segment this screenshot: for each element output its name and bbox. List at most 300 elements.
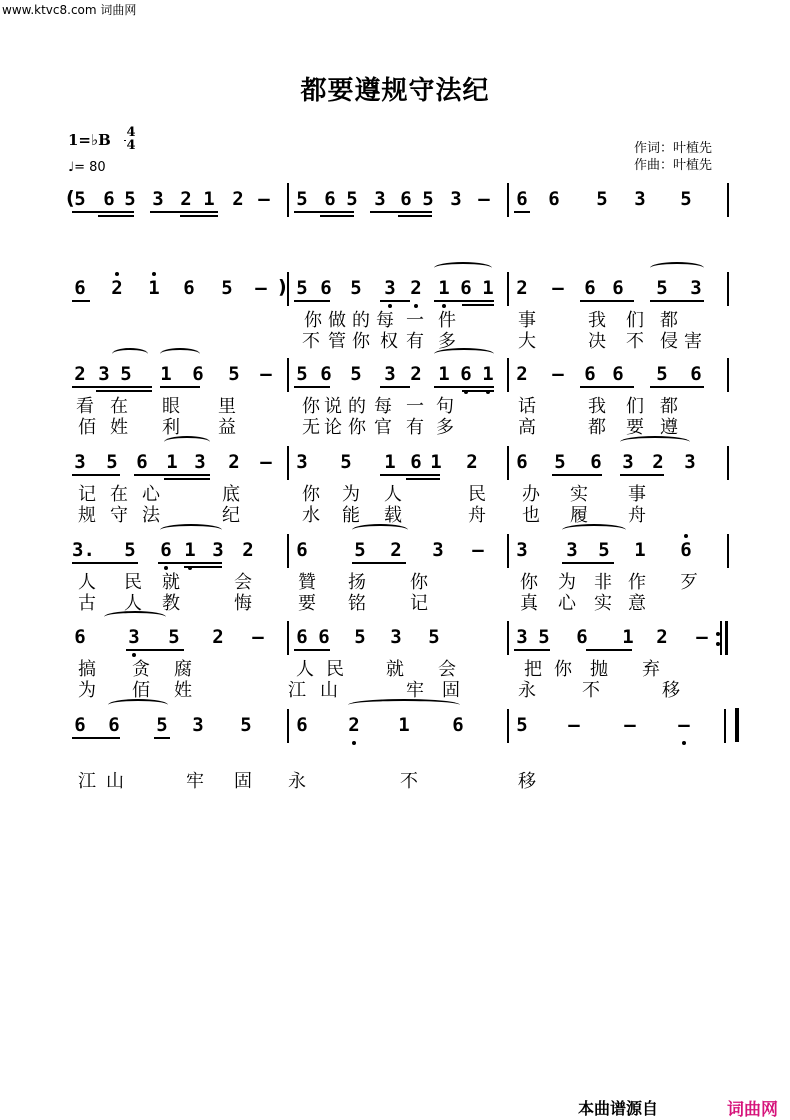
note: – (678, 714, 690, 736)
lyric-verse-1: 牢 (186, 771, 204, 792)
note: – (472, 539, 484, 561)
note: 2 (348, 714, 360, 736)
lyric-verse-2: 多 (438, 331, 456, 352)
note: 5 (74, 188, 86, 210)
note: 3 (374, 188, 386, 210)
beam-line (126, 649, 184, 651)
beam-line (72, 386, 152, 388)
bar-line (507, 358, 509, 392)
lyric-verse-2: 山 (320, 680, 338, 701)
note: 6 (690, 363, 702, 385)
slur (434, 262, 492, 274)
note: 3 (390, 626, 402, 648)
lyric-verse-2: 纪 (222, 505, 240, 526)
lyric-verse-1: 扬 (348, 572, 366, 593)
note: 6 (74, 277, 86, 299)
lyric-verse-1: 就 (386, 659, 404, 680)
slur (164, 436, 210, 448)
footer-source: 本曲谱源自 (577, 1099, 658, 1118)
note: 1 (622, 626, 634, 648)
note: 5 (156, 714, 168, 736)
lyric-verse-1: 你 (410, 572, 428, 593)
note: 1 (438, 277, 450, 299)
note: 3 (450, 188, 462, 210)
octave-dot-below (682, 741, 686, 745)
note: 3 (98, 363, 110, 385)
lyric-verse-2: 姓 (174, 680, 192, 701)
note: 2 (74, 363, 86, 385)
note: 5 (680, 188, 692, 210)
beam-line (406, 478, 440, 480)
note: 6 (576, 626, 588, 648)
beam-line (294, 300, 330, 302)
note: 1 (160, 363, 172, 385)
slur (112, 348, 148, 360)
lyric-verse-1: 记 (78, 484, 96, 505)
lyric-verse-2: 载 (384, 505, 402, 526)
slur (620, 436, 690, 448)
note: 5 (554, 451, 566, 473)
lyric-verse-1: 人 (384, 484, 402, 505)
lyric-verse-1: 一 (406, 310, 424, 331)
slur (160, 348, 200, 360)
lyric-verse-2: 意 (628, 593, 646, 614)
octave-dot-above (115, 272, 119, 276)
lyric-verse-2: 益 (218, 417, 236, 438)
lyric-verse-2: 古 (78, 593, 96, 614)
lyric-verse-2: 你 (348, 417, 366, 438)
song-title: 都要遵规守法纪 (300, 76, 490, 106)
lyric-verse-1: 里 (218, 396, 236, 417)
site-watermark[interactable]: www.ktvc8.com 词曲网 (2, 3, 137, 17)
lyric-verse-2: 铭 (348, 593, 366, 614)
lyric-verse-2: 有 (406, 417, 424, 438)
lyric-verse-1: 眼 (162, 396, 180, 417)
lyric-verse-2: 多 (436, 417, 454, 438)
lyric-verse-2: 管 (328, 331, 346, 352)
slur (434, 348, 494, 360)
octave-dot-above (684, 534, 688, 538)
lyric-verse-2: 有 (406, 331, 424, 352)
beam-line (184, 566, 222, 568)
note: 6 (410, 451, 422, 473)
beam-line (462, 390, 494, 392)
lyric-verse-1: 不 (400, 771, 418, 792)
note: – (260, 451, 272, 473)
note: 6 (680, 539, 692, 561)
note: 2 (242, 539, 254, 561)
lyric-verse-1: 人 (78, 572, 96, 593)
lyric-verse-1: 底 (222, 484, 240, 505)
note: 5 (228, 363, 240, 385)
bar-line (287, 358, 289, 392)
note: 2 (111, 277, 123, 299)
note: 2 (212, 626, 224, 648)
note: 6 (296, 714, 308, 736)
lyric-verse-2: 佰 (78, 417, 96, 438)
beam-line (380, 300, 410, 302)
note: 5 (354, 626, 366, 648)
note: 6 (460, 363, 472, 385)
lyric-verse-1: 为 (558, 572, 576, 593)
note: 1 (398, 714, 410, 736)
note: 1 (482, 277, 494, 299)
time-bar (124, 140, 126, 141)
lyric-verse-2: 论 (324, 417, 342, 438)
lyric-verse-1: 你 (302, 396, 320, 417)
note: 6 (460, 277, 472, 299)
lyric-verse-1: 把 (524, 659, 542, 680)
note: 3 (622, 451, 634, 473)
note: 6 (183, 277, 195, 299)
bar-line (727, 534, 729, 568)
lyric-verse-1: 你 (302, 484, 320, 505)
lyric-verse-1: 江 (78, 771, 96, 792)
lyric-verse-2: 守 (110, 505, 128, 526)
note: 5 (168, 626, 180, 648)
lyric-verse-2: 不 (302, 331, 320, 352)
slur (650, 262, 704, 274)
lyric-verse-1: 在 (110, 396, 128, 417)
beam-line (398, 215, 432, 217)
bar-line (287, 272, 289, 306)
beam-line (96, 390, 152, 392)
note: 5 (350, 277, 362, 299)
lyric-verse-1: 作 (628, 572, 646, 593)
lyric-verse-1: 在 (110, 484, 128, 505)
lyric-verse-2: 舟 (468, 505, 486, 526)
lyric-verse-2: 法 (142, 505, 160, 526)
note: 6 (160, 539, 172, 561)
lyric-verse-2: 无 (302, 417, 320, 438)
lyric-verse-1: 非 (594, 572, 612, 593)
lyric-verse-2: 固 (442, 680, 460, 701)
lyric-verse-1: 都 (660, 396, 678, 417)
lyric-verse-2: 害 (684, 331, 702, 352)
close-paren: ) (278, 276, 287, 298)
note: 3 (212, 539, 224, 561)
note: – (252, 626, 264, 648)
note: 6 (612, 363, 624, 385)
note: 5 (106, 451, 118, 473)
note: 3 (684, 451, 696, 473)
lyric-verse-1: 歹 (680, 572, 698, 593)
lyric-verse-2: 江 (288, 680, 306, 701)
bar-line (727, 183, 729, 217)
lyric-verse-2: 姓 (110, 417, 128, 438)
note: 5 (596, 188, 608, 210)
bar-line (727, 272, 729, 306)
note: 1 (203, 188, 215, 210)
lyric-verse-2: 要 (298, 593, 316, 614)
note: 5 (221, 277, 233, 299)
note: 5 (296, 277, 308, 299)
note: 5 (296, 188, 308, 210)
beam-line (620, 474, 664, 476)
bar-line (720, 621, 722, 655)
lyric-verse-2: 真 (520, 593, 538, 614)
octave-dot-below (164, 566, 168, 570)
beam-line (294, 649, 330, 651)
lyric-verse-2: 为 (78, 680, 96, 701)
beam-line (72, 474, 120, 476)
beam-line (380, 386, 410, 388)
lyric-verse-2: 规 (78, 505, 96, 526)
note: 6 (74, 626, 86, 648)
beam-line (380, 474, 440, 476)
bar-line (287, 621, 289, 655)
bar-line (507, 709, 509, 743)
beam-line (294, 211, 354, 213)
lyric-verse-2: 心 (558, 593, 576, 614)
beam-line (650, 300, 704, 302)
note: 1 (384, 451, 396, 473)
lyric-verse-2: 权 (380, 331, 398, 352)
lyric-verse-2: 大 (518, 331, 536, 352)
note: – (552, 277, 564, 299)
octave-dot-below (352, 741, 356, 745)
note: 1 (148, 277, 160, 299)
lyric-verse-1: 我 (588, 396, 606, 417)
final-bar-line (725, 621, 728, 655)
note: 3 (384, 363, 396, 385)
note: 6 (516, 451, 528, 473)
slur (104, 611, 166, 623)
note: 1 (634, 539, 646, 561)
beam-line (352, 562, 406, 564)
beam-line (150, 211, 218, 213)
beam-line (160, 386, 200, 388)
beam-line (164, 478, 210, 480)
note: 3 (566, 539, 578, 561)
lyric-verse-1: 说 (324, 396, 342, 417)
bar-line (507, 446, 509, 480)
lyric-verse-1: 贪 (132, 659, 150, 680)
lyric-verse-2: 不 (626, 331, 644, 352)
beam-line (72, 211, 134, 213)
note: 3 (432, 539, 444, 561)
lyric-verse-1: 事 (628, 484, 646, 505)
note: 3 (296, 451, 308, 473)
note: – (568, 714, 580, 736)
tempo-marking: ♩= 80 (68, 160, 106, 175)
lyric-verse-1: 的 (348, 396, 366, 417)
note: 6 (590, 451, 602, 473)
lyric-verse-1: 办 (522, 484, 540, 505)
note: 6 (103, 188, 115, 210)
lyric-verse-2: 遵 (660, 417, 678, 438)
lyric-verse-1: 们 (626, 396, 644, 417)
note: 2 (180, 188, 192, 210)
lyric-verse-1: 固 (234, 771, 252, 792)
lyric-verse-2: 悔 (234, 593, 252, 614)
slur (108, 699, 168, 711)
slur (562, 524, 626, 536)
note: – (624, 714, 636, 736)
time-top: 4 (126, 125, 136, 140)
lyric-verse-1: 腐 (174, 659, 192, 680)
note: 6 (584, 277, 596, 299)
octave-dot-below (442, 304, 446, 308)
beam-line (514, 649, 550, 651)
note: 6 (400, 188, 412, 210)
beam-line (580, 386, 634, 388)
note: 2 (516, 363, 528, 385)
note: 5 (538, 626, 550, 648)
lyric-verse-2: 教 (162, 593, 180, 614)
bar-line (287, 183, 289, 217)
lyric-verse-1: 会 (438, 659, 456, 680)
lyric-verse-1: 话 (518, 396, 536, 417)
note: 3. (72, 539, 95, 561)
note: 2 (516, 277, 528, 299)
lyric-verse-1: 心 (142, 484, 160, 505)
note: 5 (598, 539, 610, 561)
note: 1 (430, 451, 442, 473)
octave-dot-below (132, 653, 136, 657)
lyric-verse-2: 永 (518, 680, 536, 701)
slur (348, 699, 460, 711)
bar-line (287, 709, 289, 743)
note: – (552, 363, 564, 385)
site-logo[interactable]: 词曲网 (727, 1100, 778, 1120)
bar-line (507, 272, 509, 306)
lyric-verse-2: 人 (124, 593, 142, 614)
note: 5 (428, 626, 440, 648)
note: 5 (656, 277, 668, 299)
lyric-verse-1: 的 (352, 310, 370, 331)
note: 6 (612, 277, 624, 299)
lyric-verse-1: 每 (374, 396, 392, 417)
note: 2 (410, 277, 422, 299)
beam-line (134, 474, 210, 476)
octave-dot-below (388, 304, 392, 308)
note: 3 (690, 277, 702, 299)
note: 2 (656, 626, 668, 648)
note: 3 (152, 188, 164, 210)
beam-line (552, 474, 602, 476)
note: 1 (438, 363, 450, 385)
lyric-verse-1: 移 (518, 771, 536, 792)
lyric-verse-1: 事 (518, 310, 536, 331)
note: 6 (192, 363, 204, 385)
note: 6 (108, 714, 120, 736)
note: – (255, 277, 267, 299)
lyric-verse-1: 都 (660, 310, 678, 331)
note: 5 (354, 539, 366, 561)
time-signature (124, 126, 138, 152)
beam-line (180, 215, 218, 217)
lyric-verse-1: 为 (342, 484, 360, 505)
lyric-verse-1: 做 (328, 310, 346, 331)
bar-line (287, 446, 289, 480)
beam-line (370, 211, 432, 213)
note: 6 (320, 277, 332, 299)
lyric-verse-1: 你 (554, 659, 572, 680)
note: 6 (516, 188, 528, 210)
note: 3 (384, 277, 396, 299)
lyric-verse-2: 实 (594, 593, 612, 614)
note: 2 (390, 539, 402, 561)
note: 5 (340, 451, 352, 473)
note: 5 (124, 188, 136, 210)
lyric-verse-1: 你 (304, 310, 322, 331)
time-bottom: 4 (126, 138, 136, 153)
beam-line (462, 304, 494, 306)
note: 6 (136, 451, 148, 473)
lyric-verse-2: 牢 (406, 680, 424, 701)
lyric-verse-1: 弃 (642, 659, 660, 680)
bar-line (287, 534, 289, 568)
beam-line (650, 386, 704, 388)
lyric-verse-2: 记 (410, 593, 428, 614)
slur (160, 524, 222, 536)
note: – (478, 188, 490, 210)
note: 5 (240, 714, 252, 736)
lyric-verse-2: 要 (626, 417, 644, 438)
note: 5 (296, 363, 308, 385)
lyric-verse-1: 搞 (78, 659, 96, 680)
lyric-verse-2: 能 (342, 505, 360, 526)
note: 6 (320, 363, 332, 385)
note: 3 (74, 451, 86, 473)
beam-line (320, 215, 354, 217)
note: 5 (516, 714, 528, 736)
note: 2 (652, 451, 664, 473)
key-signature: 1=♭B (68, 131, 111, 149)
lyric-verse-1: 一 (406, 396, 424, 417)
beam-line (98, 215, 134, 217)
lyric-verse-2: 舟 (628, 505, 646, 526)
lyric-verse-1: 每 (376, 310, 394, 331)
lyric-verse-1: 会 (234, 572, 252, 593)
bar-line (727, 358, 729, 392)
lyric-verse-2: 水 (302, 505, 320, 526)
slur (352, 524, 408, 536)
bar-line (507, 534, 509, 568)
repeat-dot (716, 642, 720, 646)
note: 2 (410, 363, 422, 385)
beam-line (72, 300, 90, 302)
note: 6 (296, 539, 308, 561)
beam-line (434, 386, 494, 388)
lyricist-credit: 作词：叶植先 (634, 141, 713, 156)
beam-line (580, 300, 634, 302)
note: 3 (516, 539, 528, 561)
note: – (260, 363, 272, 385)
note: 5 (422, 188, 434, 210)
note: 2 (466, 451, 478, 473)
lyric-verse-1: 贊 (298, 572, 316, 593)
lyric-verse-2: 移 (662, 680, 680, 701)
note: 3 (634, 188, 646, 210)
beam-line (514, 211, 530, 213)
note: 6 (296, 626, 308, 648)
beam-line (434, 300, 494, 302)
lyric-verse-2: 利 (162, 417, 180, 438)
beam-line (562, 562, 614, 564)
lyric-verse-1: 句 (436, 396, 454, 417)
beam-line (72, 737, 120, 739)
beam-line (586, 649, 632, 651)
note: 3 (128, 626, 140, 648)
note: 2 (232, 188, 244, 210)
lyric-verse-2: 侵 (660, 331, 678, 352)
note: 6 (324, 188, 336, 210)
note: 5 (120, 363, 132, 385)
lyric-verse-2: 不 (582, 680, 600, 701)
note: 6 (74, 714, 86, 736)
